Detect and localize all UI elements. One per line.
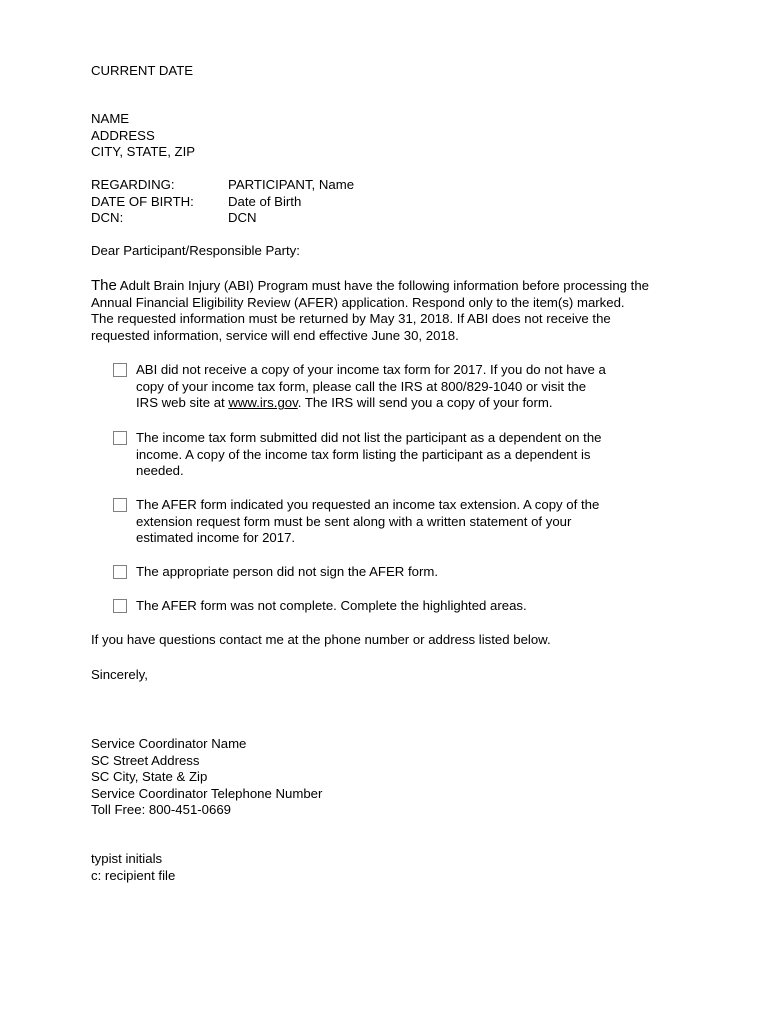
signature-block [91, 736, 691, 819]
signoff [91, 667, 691, 684]
regarding-row [91, 177, 691, 194]
coordinator-name: Service Coordinator Name [91, 736, 247, 751]
recipient-address [91, 111, 691, 161]
signoff-text: Sincerely, [91, 667, 148, 682]
closing-note-text: If you have questions contact me at the phone number or address listed below. [91, 632, 551, 647]
salutation-text: Dear Participant/Responsible Party: [91, 243, 300, 258]
date-text: CURRENT DATE [91, 63, 194, 78]
item-checkbox[interactable] [113, 565, 127, 579]
dcn-label: DCN: [91, 210, 124, 226]
regarding-block [91, 177, 691, 227]
irs-website-link[interactable]: www.irs.gov [228, 395, 298, 411]
item-checkbox[interactable] [113, 431, 127, 445]
item-line: copy of your income tax form, please call the IRS at 800/829-1040 or visit the [136, 378, 587, 394]
intro-first-word: The [91, 277, 117, 294]
item-text [136, 430, 602, 480]
item-checkbox[interactable] [113, 363, 127, 377]
item-line: ABI did not receive a copy of your income tax form for 2017. If you do not have a [136, 362, 606, 377]
cc-recipient: c: recipient file [91, 867, 176, 883]
regarding-label: REGARDING: [91, 177, 175, 192]
item-line: income. A copy of the income tax form listing the participant as a dependent is [136, 446, 591, 462]
recipient-address-line: ADDRESS [91, 127, 155, 143]
intro-line-1-rest: Adult Brain Injury (ABI) Program must have the following information before processing the [116, 278, 650, 293]
letter-date [91, 63, 691, 80]
footer-block [91, 851, 691, 884]
intro-line-2: Annual Financial Eligibility Review (AFER) application. Respond only to the item(s) marked. [91, 294, 625, 310]
item-checkbox[interactable] [113, 498, 127, 512]
item-line-post: . The IRS will send you a copy of your form. [297, 395, 553, 411]
dcn-value: DCN [228, 210, 257, 226]
item-line: The appropriate person did not sign the AFER form. [136, 564, 439, 579]
item-line: The AFER form indicated you requested an income tax extension. A copy of the [136, 497, 600, 512]
item-text [136, 564, 438, 581]
closing-note [91, 632, 691, 649]
intro-paragraph [91, 278, 691, 344]
item-line: The income tax form submitted did not list the participant as a dependent on the [136, 430, 602, 445]
item-line: estimated income for 2017. [136, 530, 296, 546]
intro-line-4: requested information, service will end effective June 30, 2018. [91, 327, 459, 343]
item-text [136, 362, 606, 412]
dob-row [91, 194, 691, 211]
item-line: needed. [136, 463, 184, 479]
coordinator-phone: Service Coordinator Telephone Number [91, 785, 323, 801]
item-line: The AFER form was not complete. Complete the highlighted areas. [136, 598, 527, 613]
recipient-city-state-zip: CITY, STATE, ZIP [91, 144, 196, 160]
regarding-value: PARTICIPANT, Name [228, 177, 355, 192]
item-checkbox[interactable] [113, 599, 127, 613]
item-line-pre: IRS web site at [136, 395, 229, 411]
intro-line-3: The requested information must be returned by May 31, 2018. If ABI does not receive the [91, 311, 611, 327]
item-line: extension request form must be sent along with a written statement of your [136, 513, 572, 529]
intro-line-1 [91, 278, 691, 295]
item-line [136, 395, 606, 412]
item-text [136, 598, 527, 615]
dob-value: Date of Birth [228, 193, 302, 209]
salutation [91, 243, 691, 260]
toll-free-number: Toll Free: 800-451-0669 [91, 802, 232, 818]
recipient-name: NAME [91, 111, 130, 126]
dcn-row [91, 210, 691, 227]
typist-initials: typist initials [91, 851, 163, 866]
coordinator-street: SC Street Address [91, 752, 200, 768]
item-text [136, 497, 599, 547]
dob-label: DATE OF BIRTH: [91, 193, 194, 209]
coordinator-city-state-zip: SC City, State & Zip [91, 769, 208, 785]
